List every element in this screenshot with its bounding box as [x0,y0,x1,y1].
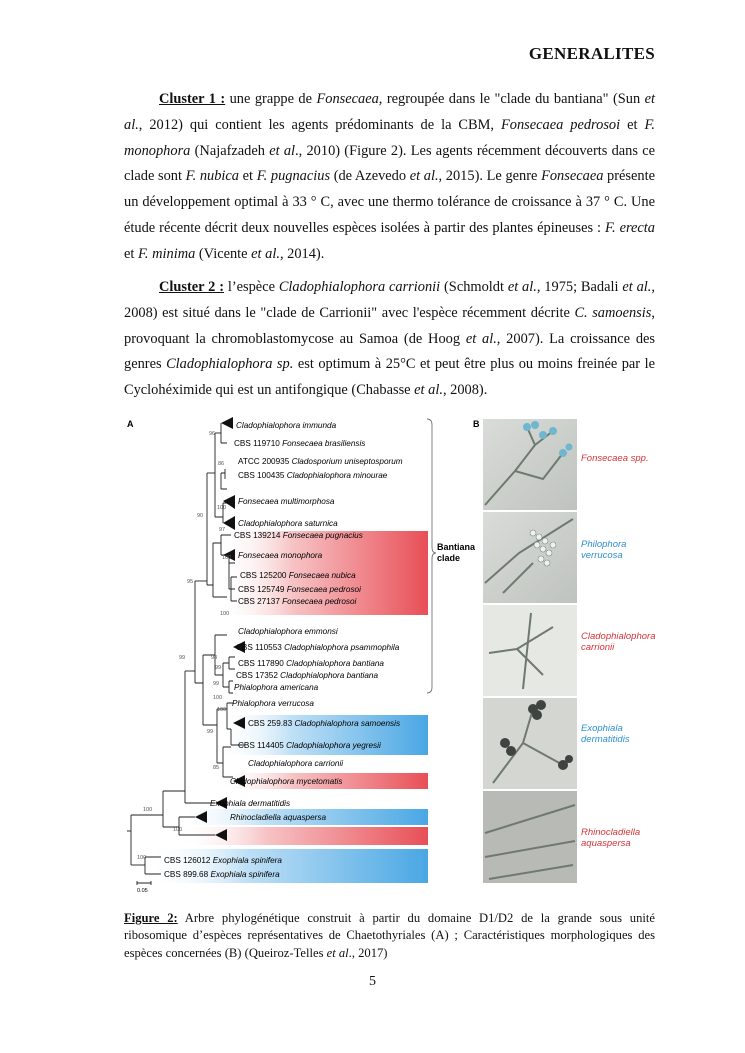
bantiana-clade-label: Bantiana [437,542,476,552]
italic-text: et al. [507,279,537,295]
taxon-label: CBS 125200 Fonsecaea nubica [240,571,356,580]
italic-text: et al. [124,91,656,133]
text: (Najafzadeh [190,142,270,159]
bootstrap-value: 85 [213,765,220,771]
caption-italic: et al [326,945,349,960]
taxon-label: CBS 114405 Cladophialophora yegresii [238,741,381,750]
taxon-label: Cladophialophora mycetomatis [230,777,343,786]
italic-text: et al., [251,245,284,262]
bootstrap-value: 90 [197,513,204,519]
bantiana-bracket [427,419,436,693]
italic-text: C. samoensis [574,304,652,321]
taxon-label: Fonsecaea monophora [238,551,323,560]
scale-label: 0.05 [137,888,148,893]
italic-text: Cladophialophora carrionii [278,279,441,295]
text: l’espèce [223,279,279,295]
italic-text: et al. [622,279,652,295]
micrograph-labels [581,453,655,849]
italic-text: F. pugnacius [256,168,331,185]
bootstrap-value: 100 [213,695,223,701]
text: (Vicente [195,245,252,262]
paragraph-cluster-2 [124,275,655,404]
taxon-label: Rhinocladiella aquaspersa [230,813,327,822]
bootstrap-value: 96 [209,431,216,437]
taxon-label: CBS 27137 Fonsecaea pedrosoi [238,597,357,606]
micrograph-label: carrionii [581,642,615,653]
page-number: 5 [369,974,376,989]
italic-text: F. monophora [124,116,655,159]
text: regroupée dans le "clade du bantiana" (Sun [382,91,645,107]
micrograph-rhinocladiella [483,791,577,883]
panel-a-label: A [127,419,134,429]
taxon-label: Phialophora americana [234,683,319,692]
bootstrap-value: 100 [217,707,227,713]
bootstrap-value: 100 [173,827,183,833]
italic-text: et al. [409,168,439,185]
italic-text: F. nubica [185,168,240,185]
text: , 2015). Le genre [438,168,542,185]
taxon-label: Cladophialophora saturnica [238,519,338,528]
taxon-label: Phialophora verrucosa [232,699,314,708]
text: et [620,116,645,133]
taxon-label: CBS 125749 Fonsecaea pedrosoi [238,585,361,594]
micrograph-label: aquaspersa [581,838,631,849]
paragraph-cluster-1 [124,87,655,268]
text: , 2012) qui contient les agents prédominants de la CBM, [138,116,501,133]
text: est optimum à 25°C et peut être plus ou moins freinée par le Cyclohéximide qui est un antifongique (Chabasse [124,356,655,399]
italic-text: Fonsecaea pedrosoi [500,116,621,133]
micrograph-label: Exophiala [581,723,623,734]
italic-text: et al. [414,382,443,399]
taxon-label: CBS 100435 Cladophialophora minourae [238,471,388,480]
bootstrap-value: 99 [207,729,214,735]
bootstrap-value: 98 [211,655,218,661]
taxon-label: CBS 110553 Cladophialophora psammophila [236,643,400,652]
taxon-label: CBS 139214 Fonsecaea pugnacius [234,531,363,540]
bootstrap-value: 100 [217,505,227,511]
micrograph-panel [483,419,655,883]
clade-band-rhinocladiella [178,827,428,845]
panel-b-label: B [473,419,480,429]
taxon-label: Cladophialophora emmonsi [238,627,338,636]
cluster-2-label: Cluster 2 : [159,279,224,295]
caption-text: Arbre phylogénétique construit à partir du domaine D1/D2 de la grande sous unité ribosomique d’espèces représentatives de Chaetothyriales (A) ; Caractéristiques morphologiques des espèces concernées (B) (Queiroz-Telles [124,911,655,960]
micrograph-label: Rhinocladiella [581,827,641,838]
text: , 1975; Badali [536,279,623,295]
bootstrap-value: 99 [179,655,186,661]
figure-2 [123,413,655,893]
text: ., 2010) (Figure 2). Les agents récemment découverts dans ce clade sont [124,142,655,185]
text: et [239,168,257,185]
bootstrap-value: 100 [222,555,232,561]
italic-text: Cladophialophora sp. [166,356,294,373]
text: (Schmoldt [440,279,508,295]
text: , 2007). La croissance des genres [124,330,655,373]
bootstrap-value: 100 [137,855,147,861]
text: (de Azevedo [330,168,410,185]
caption-text: ., 2017) [348,945,388,960]
taxon-label: Cladophialophora immunda [236,421,337,430]
text: 2014). [283,245,325,262]
italic-text: et al. [465,330,497,347]
italic-text: Fonsecaea [541,168,604,185]
text: présente un développement optimal à 33 ° C, avec une thermo tolérance de croissance à 37 ° C. Une étude récente décrit deux nouvelles espèces isolées à partir des plantes épineuses : [124,168,655,236]
bantiana-clade-label-2: clade [437,553,461,563]
bootstrap-value: 95 [187,579,194,585]
text: , 2008). [442,382,488,399]
bootstrap-value: 99 [215,665,222,671]
italic-text: Fonsecaea, [316,91,383,107]
figure-caption [124,910,655,962]
micrograph-label: dermatitidis [581,734,630,745]
text: une grappe de [225,91,317,107]
bootstrap-value: 97 [219,527,226,533]
figure-svg [123,413,655,893]
text: , 2008) est situé dans le "clade de Carrionii" avec l'espèce récemment décrite [124,279,655,321]
taxon-label: Fonsecaea multimorphosa [238,497,335,506]
italic-text: F. minima [137,245,196,262]
taxon-label: CBS 259.83 Cladophialophora samoensis [248,719,401,728]
bootstrap-value: 99 [213,681,220,687]
taxon-label: Cladophialophora carrionii [248,759,344,768]
micrograph-label: Fonsecaea spp. [581,453,649,464]
italic-text: et al [269,142,296,159]
taxon-label: CBS 899.68 Exophiala spinifera [164,870,280,879]
taxon-label: Exophiala dermatitidis [210,799,291,808]
bootstrap-value: 100 [143,807,153,813]
taxon-label: CBS 126012 Exophiala spinifera [164,856,282,865]
micrograph-label: Cladophialophora [581,631,655,642]
bootstrap-value: 86 [218,461,225,467]
taxon-label: CBS 117890 Cladophialophora bantiana [238,659,384,668]
figure-label: Figure 2: [124,911,178,925]
taxon-label: ATCC 200935 Cladosporium uniseptosporum [238,457,403,466]
italic-text: F. erecta [605,219,655,236]
micrograph-label: verrucosa [581,550,623,561]
bootstrap-value: 100 [220,611,230,617]
text: , provoquant la chromoblastomycose au Samoa (de Hoog [124,304,655,347]
micrograph-label: Philophora [581,539,627,550]
taxon-label: CBS 17352 Cladophialophora bantiana [236,671,379,680]
bootstrap-values [137,431,231,861]
page-header: GENERALITES [528,44,655,63]
text: et [124,245,138,262]
taxon-label: CBS 119710 Fonsecaea brasiliensis [234,439,366,448]
cluster-1-label: Cluster 1 : [159,91,226,107]
